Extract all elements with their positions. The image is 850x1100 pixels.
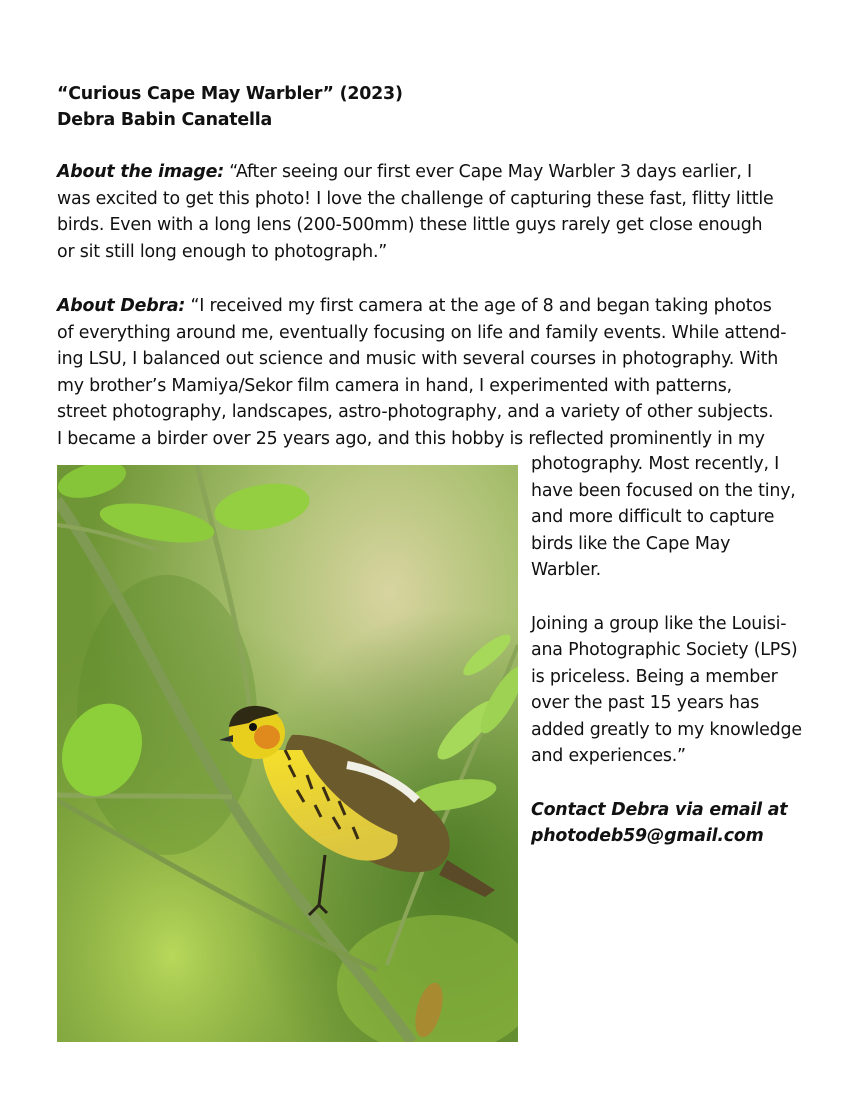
- bird-eye: [249, 723, 257, 731]
- joining-line-5: added greatly to my knowledge: [531, 720, 802, 740]
- about-image-line-2: was excited to get this photo! I love the challenge of capturing these fast, flitty little: [57, 189, 774, 209]
- about-debra-line-4: my brother’s Mamiya/Sekor film camera in hand, I experimented with patterns,: [57, 376, 732, 396]
- about-debra-text: “I received my first camera at the age of 8 and began taking photos: [185, 296, 772, 316]
- about-debra-label: About Debra:: [57, 296, 186, 316]
- about-image-line-4: or sit still long enough to photograph.”: [57, 242, 388, 262]
- about-debra-side-line-1: photography. Most recently, I: [531, 454, 780, 474]
- joining-line-4: over the past 15 years has: [531, 693, 760, 713]
- joining-line-6: and experiences.”: [531, 746, 686, 766]
- about-debra-side-line-2: have been focused on the tiny,: [531, 481, 796, 501]
- about-debra-line-1: [57, 293, 772, 319]
- artwork-title: “Curious Cape May Warbler” (2023): [57, 84, 403, 104]
- about-image-label: About the image:: [57, 162, 224, 182]
- about-debra-line-2: of everything around me, eventually focusing on life and family events. While attend-: [57, 323, 787, 343]
- about-debra-side-line-5: Warbler.: [531, 560, 601, 580]
- joining-line-1: Joining a group like the Louisi-: [531, 614, 787, 634]
- about-image-text: “After seeing our first ever Cape May Warbler 3 days earlier, I: [223, 162, 752, 182]
- about-debra-line-3: ing LSU, I balanced out science and music with several courses in photography. With: [57, 349, 779, 369]
- about-debra-side-line-4: birds like the Cape May: [531, 534, 731, 554]
- about-debra-line-5: street photography, landscapes, astro-photography, and a variety of other subjects.: [57, 402, 774, 422]
- joining-line-2: ana Photographic Society (LPS): [531, 640, 798, 660]
- warbler-photo: [57, 465, 518, 1042]
- bird-face-patch: [254, 725, 280, 749]
- contact-line: Contact Debra via email at: [531, 800, 788, 820]
- author-name: Debra Babin Canatella: [57, 110, 273, 130]
- joining-line-3: is priceless. Being a member: [531, 667, 778, 687]
- about-image-line-1: [57, 159, 752, 185]
- about-debra-line-6: I became a birder over 25 years ago, and this hobby is reflected prominently in my: [57, 429, 765, 449]
- side-twig: [57, 795, 232, 797]
- about-debra-side-line-3: and more difficult to capture: [531, 507, 775, 527]
- about-image-line-3: birds. Even with a long lens (200-500mm) these little guys rarely get close enough: [57, 215, 763, 235]
- contact-email: photodeb59@gmail.com: [531, 826, 764, 846]
